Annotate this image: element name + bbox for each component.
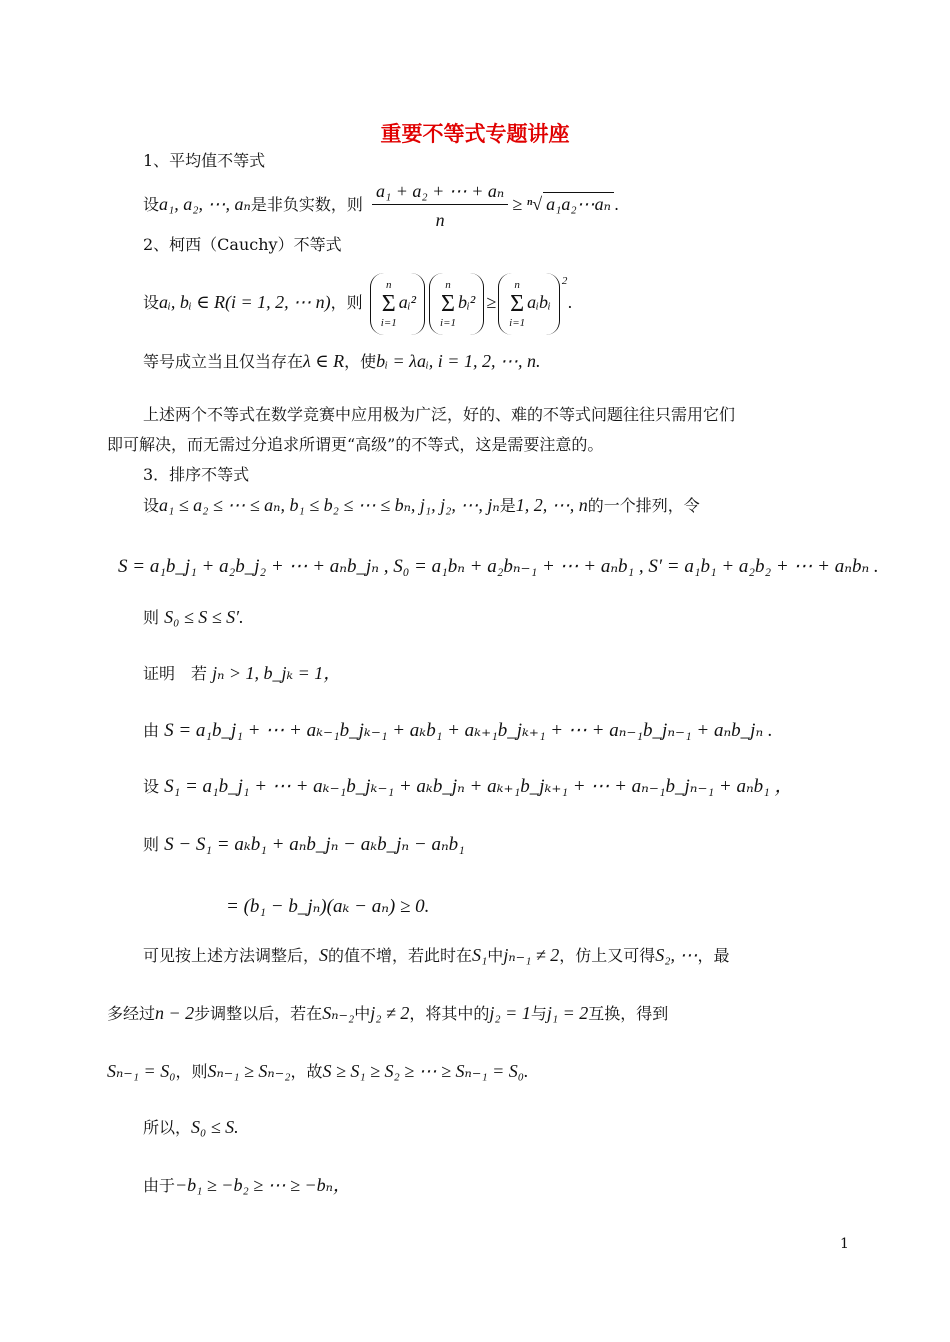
cauchy-statement xyxy=(143,270,572,335)
rearrangement-statement xyxy=(143,494,700,517)
s3-perm: 1, 2, ⋯, n xyxy=(515,495,588,515)
s1-end: . xyxy=(613,195,620,214)
cauchy-equality xyxy=(143,350,540,373)
eq-cond: λ ∈ R xyxy=(303,351,345,371)
page-title: 重要不等式专题讲座 xyxy=(380,121,570,146)
cauchy-square: 2 xyxy=(561,275,568,287)
s1-mid: 是非负实数，则 xyxy=(250,195,363,214)
eq-mid: ，使 xyxy=(344,352,377,371)
proof-difference: 则 S − S₁ = aₖb₁ + aₙb_jₙ − aₖb_jₙ − aₙb₁ xyxy=(143,834,465,855)
s2-end: . xyxy=(567,293,573,312)
proof-since: 由于−b₁ ≥ −b₂ ≥ ⋯ ≥ −bₙ， xyxy=(143,1175,351,1195)
rearrangement-definitions: S = a₁b_j₁ + a₂b_j₂ + ⋯ + aₙb_jₙ , S₀ = a₁bₙ + a₂bₙ₋₁ + ⋯ + aₙb₁ , S′ = a₁b₁ + a₂b₂ + ⋯ + aₙbₙ . xyxy=(118,556,879,577)
proof-difference-factored: = (b₁ − b_jₙ)(aₖ − aₙ) ≥ 0. xyxy=(226,896,430,917)
sum-symbol-2: n Σ i=1 xyxy=(440,278,456,329)
s3-cond: a₁ ≤ a₂ ≤ ⋯ ≤ aₙ, b₁ ≤ b₂ ≤ ⋯ ≤ bₙ, j₁, j₂, ⋯, jₙ xyxy=(159,495,500,515)
proof-comment-line-3: Sₙ₋₁ = S₀，则Sₙ₋₁ ≥ Sₙ₋₂，故S ≥ S₁ ≥ S₂ ≥ ⋯ ≥ Sₙ₋₁ = S₀. xyxy=(107,1061,529,1081)
am-geq-root: ≥ ⁿ√ xyxy=(512,194,543,214)
cauchy-term-ab: n Σ i=1aᵢbᵢ xyxy=(498,273,560,335)
s2-cond: aᵢ, bᵢ ∈ R(i = 1, 2, ⋯ n) xyxy=(159,292,331,312)
proof-comment-line-2: 多经过n − 2步调整以后，若在Sₙ₋₂中j₂ ≠ 2，将其中的j₂ = 1与j₁ = 2互换，得到 xyxy=(107,1003,669,1023)
s3-is: 是 xyxy=(499,496,516,515)
proof-start: 证明 若 jₙ > 1, b_jₖ = 1， xyxy=(143,663,342,683)
cauchy-term-a: n Σ i=1aᵢ² xyxy=(370,273,425,335)
paragraph-line-1: 上述两个不等式在数学竞赛中应用极为广泛，好的、难的不等式问题往往只需用它们 xyxy=(143,405,736,424)
am-denominator: n xyxy=(435,210,445,230)
s2-pre: 设 xyxy=(143,293,160,312)
eq-rel: bᵢ = λaᵢ, i = 1, 2, ⋯, n. xyxy=(376,351,541,371)
page-number: 1 xyxy=(840,1236,849,1252)
section3-heading: 3．排序不等式 xyxy=(143,465,250,484)
proof-set: 设 S₁ = a₁b_j₁ + ⋯ + aₖ₋₁b_jₖ₋₁ + aₖb_jₙ + aₖ₊₁b_jₖ₊₁ + ⋯ + aₙ₋₁b_jₙ₋₁ + aₙb₁ ， xyxy=(143,776,794,797)
sum-symbol-3: n Σ i=1 xyxy=(509,278,526,329)
am-numerator: a₁ + a₂ + ⋯ + aₙ xyxy=(372,180,508,205)
am-fraction xyxy=(372,180,508,231)
am-gm-statement xyxy=(143,180,619,231)
section1-heading: 1、平均值不等式 xyxy=(143,151,266,170)
proof-comment-line-1: 可见按上述方法调整后，S的值不增，若此时在S₁中jₙ₋₁ ≠ 2，仿上又可得S₂, ⋯，最 xyxy=(143,945,730,965)
s1-pre: 设 xyxy=(143,195,160,214)
gm-radicand: a₁a₂⋯aₙ xyxy=(543,192,614,215)
s3-perm-txt: 的一个排列，令 xyxy=(587,496,700,515)
cauchy-term-b: n Σ i=1bᵢ² xyxy=(429,273,484,335)
s2-then: ，则 xyxy=(330,293,363,312)
s3-pre: 设 xyxy=(143,496,160,515)
paragraph-line-2: 即可解决，而无需过分追求所谓更“高级”的不等式，这是需要注意的。 xyxy=(107,435,604,454)
sum-symbol-1: n Σ i=1 xyxy=(380,278,397,329)
rearrangement-conclusion: 则 S₀ ≤ S ≤ S′. xyxy=(143,607,244,627)
cauchy-geq: ≥ xyxy=(486,292,497,312)
eq-pre: 等号成立当且仅当存在 xyxy=(143,352,304,371)
proof-therefore: 所以，S₀ ≤ S. xyxy=(143,1117,239,1137)
s1-vars: a₁, a₂, ⋯, aₙ xyxy=(159,194,251,214)
proof-by: 由 S = a₁b_j₁ + ⋯ + aₖ₋₁b_jₖ₋₁ + aₖb₁ + aₖ₊₁b_jₖ₊₁ + ⋯ + aₙ₋₁b_jₙ₋₁ + aₙb_jₙ . xyxy=(143,720,773,741)
section2-heading: 2、柯西（Cauchy）不等式 xyxy=(143,235,342,254)
